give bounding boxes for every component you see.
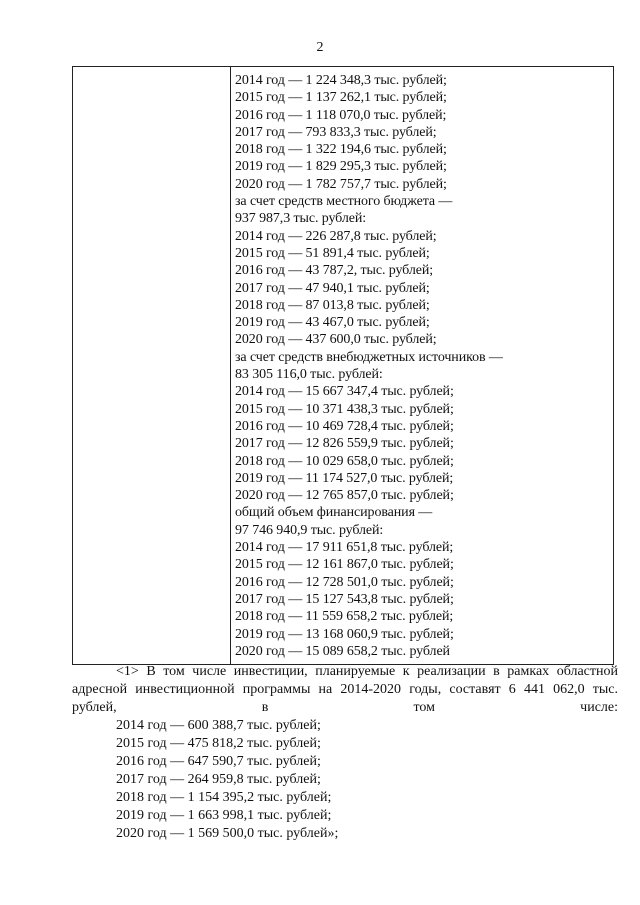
footnote-item: 2015 год — 475 818,2 тыс. рублей;	[116, 736, 321, 751]
table-line: 2020 год — 12 765 857,0 тыс. рублей;	[235, 488, 454, 504]
table-row	[73, 67, 614, 665]
table-line: 2014 год — 15 667 347,4 тыс. рублей;	[235, 384, 454, 400]
table-line: 2017 год — 12 826 559,9 тыс. рублей;	[235, 436, 454, 452]
table-line: 2016 год — 10 469 728,4 тыс. рублей;	[235, 418, 454, 434]
table-right-cell	[231, 67, 614, 665]
table-line: за счет средств внебюджетных источников —	[235, 349, 503, 365]
table-line: 2018 год — 87 013,8 тыс. рублей;	[235, 297, 430, 313]
financing-table	[72, 66, 614, 665]
table-line: 2015 год — 12 161 867,0 тыс. рублей;	[235, 557, 454, 573]
footnote-item: 2018 год — 1 154 395,2 тыс. рублей;	[116, 790, 332, 805]
table-line: 2016 год — 43 787,2, тыс. рублей;	[235, 263, 434, 279]
table-line: 937 987,3 тыс. рублей:	[235, 211, 367, 227]
footnote-item: 2016 год — 647 590,7 тыс. рублей;	[116, 754, 321, 769]
footnote-item: 2019 год — 1 663 998,1 тыс. рублей;	[116, 808, 332, 823]
table-line: 2017 год — 793 833,3 тыс. рублей;	[235, 124, 437, 140]
table-line: 2015 год — 51 891,4 тыс. рублей;	[235, 245, 430, 261]
table-line: 2017 год — 15 127 543,8 тыс. рублей;	[235, 591, 454, 607]
table-line: 2020 год — 1 782 757,7 тыс. рублей;	[235, 176, 447, 192]
footnote-item: 2017 год — 264 959,8 тыс. рублей;	[116, 772, 321, 787]
footnote-item: 2020 год — 1 569 500,0 тыс. рублей»;	[116, 826, 339, 841]
page-number: 2	[316, 40, 324, 55]
table-line: общий объем финансирования —	[235, 505, 433, 521]
table-line: 2014 год — 1 224 348,3 тыс. рублей;	[235, 73, 447, 88]
table-line: 2014 год — 226 287,8 тыс. рублей;	[235, 228, 437, 244]
table-line: 97 746 940,9 тыс. рублей:	[235, 522, 384, 538]
financing-lines	[235, 72, 613, 660]
table-line: 2015 год — 1 137 262,1 тыс. рублей;	[235, 90, 447, 106]
table-line: 2016 год — 1 118 070,0 тыс. рублей;	[235, 107, 447, 123]
table-left-cell	[73, 67, 231, 665]
table-line: 2020 год — 15 089 658,2 тыс. рублей	[235, 643, 450, 659]
table-line: 2015 год — 10 371 438,3 тыс. рублей;	[235, 401, 454, 417]
table-line: 2016 год — 12 728 501,0 тыс. рублей;	[235, 574, 454, 590]
table-line: 2014 год — 17 911 651,8 тыс. рублей;	[235, 540, 454, 556]
footnote-items	[72, 717, 618, 843]
table-line: 2019 год — 13 168 060,9 тыс. рублей;	[235, 626, 454, 642]
table-line: 2018 год — 1 322 194,6 тыс. рублей;	[235, 142, 447, 158]
footnote	[72, 663, 618, 843]
footnote-item: 2014 год — 600 388,7 тыс. рублей;	[116, 718, 321, 733]
table-line: 2018 год — 10 029 658,0 тыс. рублей;	[235, 453, 454, 469]
table-line: 2019 год — 1 829 295,3 тыс. рублей;	[235, 159, 447, 175]
table-line: 2019 год — 11 174 527,0 тыс. рублей;	[235, 470, 454, 486]
table-line: 2017 год — 47 940,1 тыс. рублей;	[235, 280, 430, 296]
table-line: 2019 год — 43 467,0 тыс. рублей;	[235, 315, 430, 331]
table-line: 83 305 116,0 тыс. рублей:	[235, 367, 383, 383]
table-line: 2020 год — 437 600,0 тыс. рублей;	[235, 332, 437, 348]
table-line: за счет средств местного бюджета —	[235, 194, 453, 210]
footnote-paragraph: <1> В том числе инвестиции, планируемые к реализации в рамках областной адресной инвестиционной программы на 2014-2020 годы, составят 6 441 062,0 тыс. рублей, в том числе:	[72, 664, 618, 715]
table-line: 2018 год — 11 559 658,2 тыс. рублей;	[235, 609, 454, 625]
